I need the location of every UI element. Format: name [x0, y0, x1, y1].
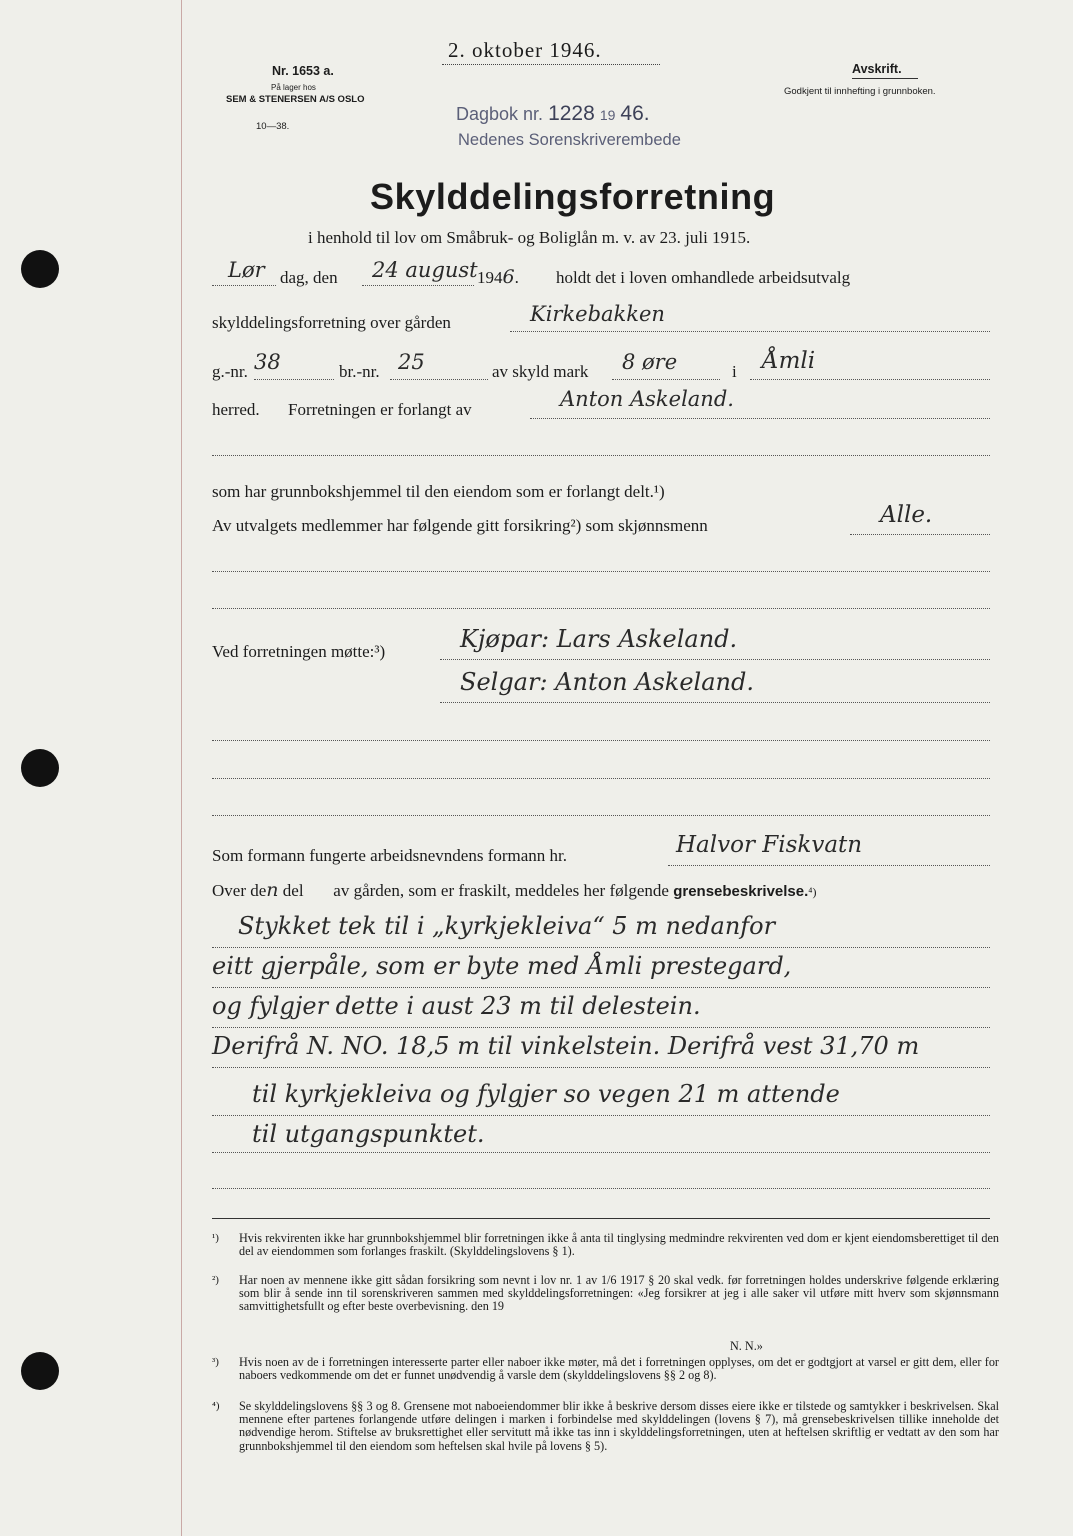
bnr-label: br.-nr.: [339, 362, 380, 381]
footnote-2-text: Har noen av mennene ikke gitt sådan forsikring som nevnt i lov nr. 1 av 1/6 1917 § 20 skal vedk. før forretningen holdes underskrive følgende erklæring som blir å sende inn til sorenskriveren sammen med skylddelingsforretningen: «Jeg forsikrer at jeg i alle saker vil utføre mitt hverv som skjønnsmann samvittighetsfullt og efter beste overbevisning. den 19: [239, 1273, 999, 1314]
document-subtitle: i henhold til lov om Småbruk- og Boliglån m. v. av 23. juli 1915.: [308, 228, 751, 247]
margin-rule: [181, 0, 182, 1536]
herred-line: [750, 379, 990, 380]
blank-line-4: [212, 740, 990, 741]
skyld-line: [612, 379, 720, 380]
gnr-value: 38: [254, 350, 281, 374]
footnote-4-text: Se skylddelingslovens §§ 3 og 8. Grensene mot naboeiendommer blir ikke å beskrive dersom disses eiere ikke er tilstede og samtykker i beskrivelsen. Skal mennene efter partenes forlangende utføre delingen i marken i forbindelse med skylddelingen (lovens § 7), må grensebeskrivelsen tillike inneholde det nødvendige herom. Stiftelse av bruksrettighet eller servitutt må ikke tas inn i skylddelingsforretningen, uten at heftelsen skriftlig er vedtatt av den som har grunnbokshjemmel til den eiendom som heftelsen skal hvile på lovens § 5).: [239, 1399, 999, 1453]
footnote-1-number: ¹): [212, 1232, 219, 1244]
avskrift-label: Avskrift.: [852, 62, 902, 76]
attended-label: Ved forretningen møtte:³): [212, 642, 386, 661]
boundary-line-6: til utgangspunktet.: [252, 1120, 485, 1148]
boundary-rule-5: [212, 1115, 990, 1116]
chair-line: [668, 865, 990, 866]
boundary-line-2: eitt gjerpåle, som er byte med Åmli prestegard,: [212, 952, 792, 980]
edition: 10—38.: [256, 121, 290, 132]
boundary-rule-4: [212, 1067, 990, 1068]
held-text: holdt det i loven omhandlede arbeidsutvalg: [556, 268, 851, 287]
footnote-2-signature-text: N. N.»: [730, 1339, 763, 1353]
punch-hole-bottom: [21, 1352, 59, 1390]
grense-sup: ⁴): [808, 885, 817, 899]
footnote-1-text: Hvis rekvirenten ikke har grunnbokshjemmel blir forretningen ikke å anta til tinglysing medmindre rekvirenten ved dom er kjent eiendomsberettiget til den del av eiendommen som forlanges fraskilt. (Skylddelingslovens § 1).: [239, 1231, 999, 1259]
chair-value: Halvor Fiskvatn: [676, 832, 863, 858]
date-line: [362, 285, 474, 286]
grense-bold: grensebeskrivelse.: [673, 883, 809, 900]
farm-line: [510, 331, 990, 332]
publisher-line2: SEM & STENERSEN A/S OSLO: [226, 94, 365, 105]
attended-rule1: [440, 659, 990, 660]
date-value: 24 august: [372, 258, 478, 282]
footnote-4: [212, 1400, 1002, 1480]
boundary-line-3: og fylgjer dette i aust 23 m til delestein.: [212, 992, 701, 1020]
blank-line-3: [212, 608, 990, 609]
boundary-rule-2: [212, 987, 990, 988]
footnote-1: [212, 1232, 1002, 1272]
attended-line2: Selgar: Anton Askeland.: [460, 668, 754, 696]
footnote-4-number: ⁴): [212, 1400, 220, 1412]
blank-line-2: [212, 571, 990, 572]
over-farm-label: skylddelingsforretning over gården: [212, 313, 451, 332]
year-handwritten: 6: [502, 266, 515, 288]
form-number: Nr. 1653 a.: [272, 64, 334, 78]
footnote-separator: [212, 1218, 990, 1219]
blank-line-5: [212, 778, 990, 779]
day-line: [212, 285, 276, 286]
footnote-2-signature: [730, 1340, 850, 1354]
boundary-line-1: Stykket tek til i „kyrkjekleiva“ 5 m nedanfor: [238, 912, 776, 940]
footnote-3: [212, 1356, 1002, 1396]
punch-hole-middle: [21, 749, 59, 787]
farm-name: Kirkebakken: [530, 302, 665, 326]
over-hand: n: [266, 879, 279, 901]
members-text: Av utvalgets medlemmer har følgende gitt forsikring²) som skjønnsmenn: [212, 516, 708, 535]
date-underline: [442, 64, 660, 65]
gnr-label: g.-nr.: [212, 362, 248, 381]
requested-by: Anton Askeland.: [560, 387, 734, 411]
boundary-line-4: Derifrå N. NO. 18,5 m til vinkelstein. Derifrå vest 31,70 m: [212, 1032, 920, 1060]
footnote-2-number: ²): [212, 1274, 219, 1286]
boundary-rule-1: [212, 947, 990, 948]
requested-line: [530, 418, 990, 419]
bnr-value: 25: [398, 350, 425, 374]
publisher-line1: På lager hos: [271, 83, 316, 92]
footnote-2: [212, 1274, 1002, 1330]
document-title: Skylddelingsforretning: [370, 176, 776, 217]
dagbok-prefix: Dagbok nr.: [456, 104, 544, 124]
requested-label: Forretningen er forlangt av: [288, 400, 472, 419]
attended-line1: Kjøpar: Lars Askeland.: [460, 625, 738, 653]
hjemmel-text: som har grunnbokshjemmel til den eiendom som er forlangt delt.¹): [212, 482, 665, 501]
bnr-line: [390, 379, 488, 380]
footnote-3-number: ³): [212, 1356, 219, 1368]
boundary-rule-3: [212, 1027, 990, 1028]
attended-rule2: [440, 702, 990, 703]
skyld-label: av skyld mark: [492, 362, 589, 381]
members-line: [850, 534, 990, 535]
over-rest: del av gården, som er fraskilt, meddeles her følgende: [282, 881, 669, 900]
dagbok-year: 46.: [620, 102, 650, 125]
dagbok-year-prefix: 19: [599, 107, 616, 123]
members-value: Alle.: [880, 502, 933, 528]
day-label: dag, den: [280, 268, 338, 287]
boundary-line-5: til kyrkjekleiva og fylgjer so vegen 21 m attende: [252, 1080, 840, 1108]
blank-line-1: [212, 455, 990, 456]
footnote-3-text: Hvis noen av de i forretningen interesserte parter eller naboer ikke møter, må det i forretningen opplyses, om det er godtgjort at varsel er gitt dem, eller for naboers vedkommende om det er funnet unødvendig å varsle dem (skylddelingslovens §§ 2 og 8).: [239, 1355, 999, 1383]
boundary-rule-6: [212, 1152, 990, 1153]
office-stamp: Nedenes Sorenskriverembede: [458, 131, 681, 149]
header-date: [448, 38, 602, 63]
chair-text: Som formann fungerte arbeidsnevndens formann hr.: [212, 846, 568, 865]
dagbok-stamp: [456, 102, 650, 126]
header-date-text: 2. oktober 1946.: [448, 38, 602, 62]
blank-line-6: [212, 815, 990, 816]
dagbok-number: 1228: [548, 102, 595, 125]
over-label: Over de: [212, 881, 267, 900]
godkjent-note: Godkjent til innhefting i grunnboken.: [784, 86, 936, 97]
day-value: Lør: [228, 258, 265, 282]
i-label: i: [732, 362, 737, 381]
gnr-line: [254, 379, 334, 380]
herred-label: herred.: [212, 400, 260, 419]
grense-heading: [212, 879, 816, 901]
herred-value: Åmli: [762, 348, 816, 374]
avskrift-underline: [852, 78, 918, 79]
punch-hole-top: [21, 250, 59, 288]
boundary-rule-7: [212, 1188, 990, 1189]
year-field: 1946.: [477, 266, 519, 288]
skyld-value: 8 øre: [622, 350, 678, 374]
year-printed: 194: [477, 268, 503, 287]
